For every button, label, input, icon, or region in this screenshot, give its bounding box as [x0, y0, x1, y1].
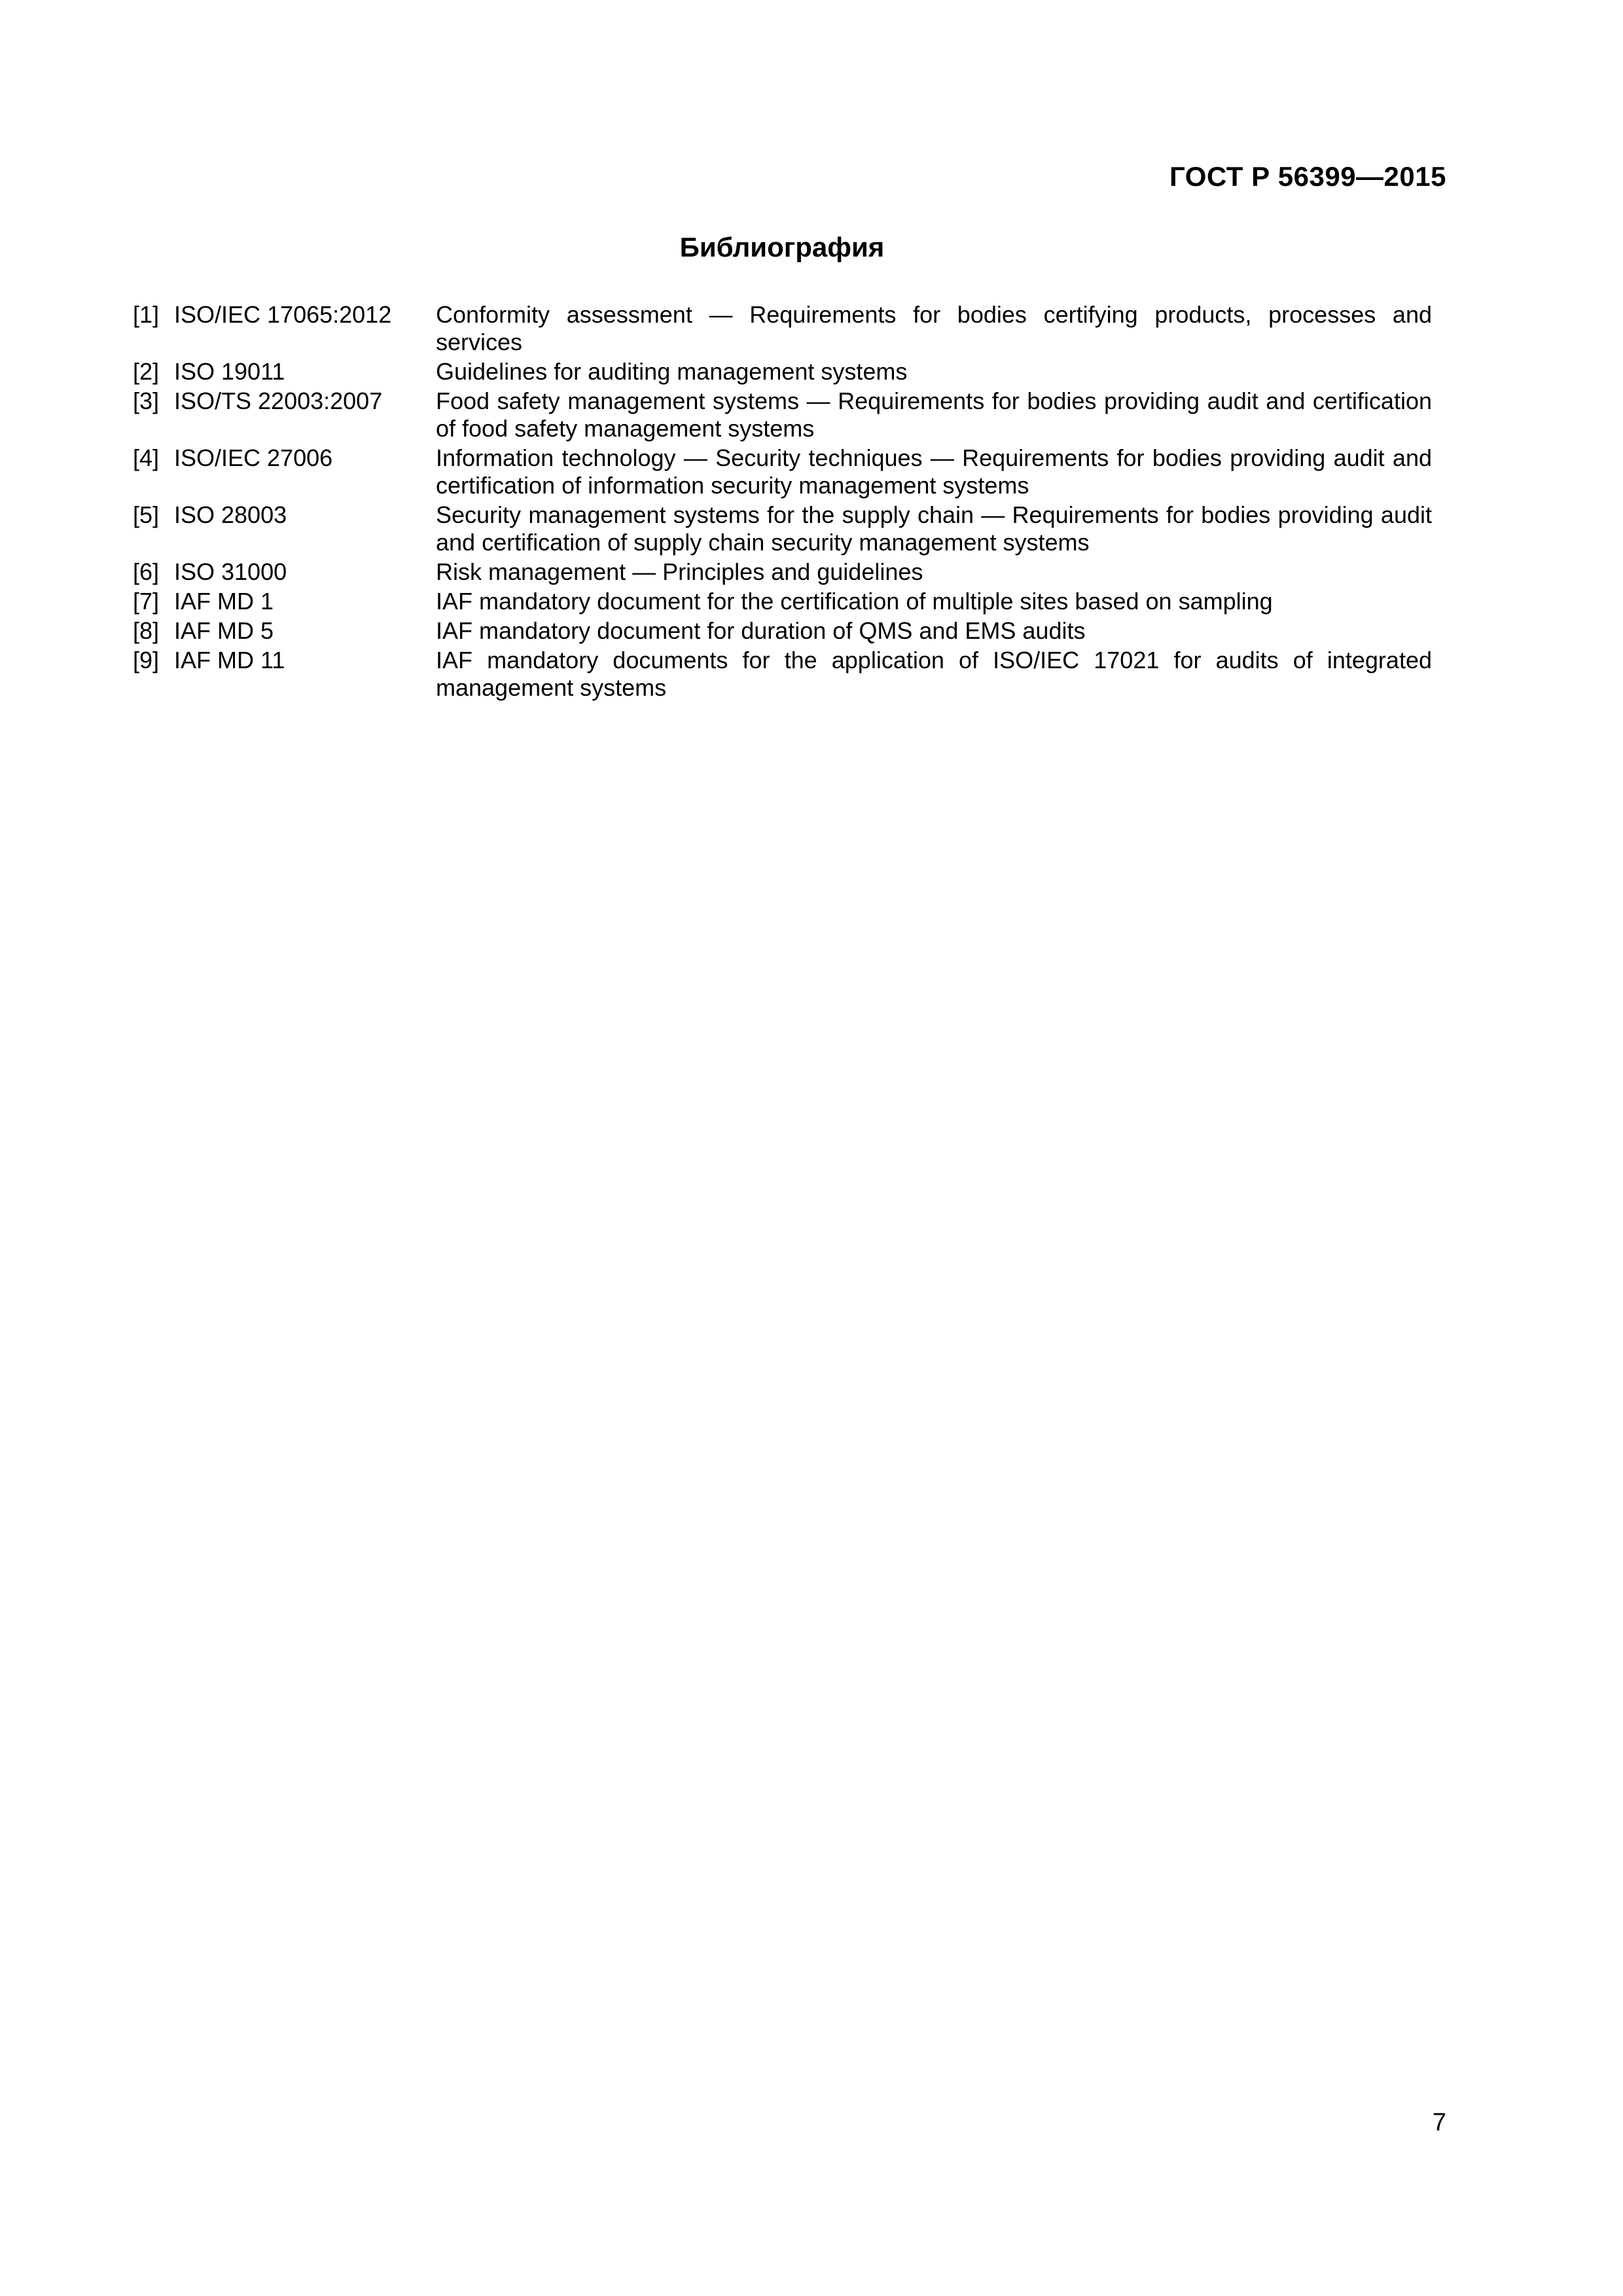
bibliography-entry	[133, 588, 1432, 615]
entry-number: [1]	[133, 301, 160, 328]
standard-code: ISO/IEC 17065:2012	[174, 301, 392, 328]
bibliography-entry	[133, 387, 1432, 442]
entry-number: [7]	[133, 588, 160, 615]
standard-title: Food safety management systems — Requirements for bodies providing audit and certification of food safety management systems	[436, 387, 1432, 442]
bibliography-entry	[133, 501, 1432, 556]
standard-code: IAF MD 1	[174, 588, 274, 615]
entry-number: [8]	[133, 617, 160, 644]
bibliography-list	[133, 301, 1432, 704]
standard-title: Information technology — Security techniques — Requirements for bodies providing audit and certification of information security management systems	[436, 444, 1432, 499]
standard-title: Security management systems for the supply chain — Requirements for bodies providing audit and certification of supply chain security management systems	[436, 501, 1432, 556]
standard-code: ISO 28003	[174, 501, 287, 528]
page-number: 7	[1432, 2109, 1446, 2136]
standard-code: ISO/IEC 27006	[174, 444, 333, 471]
standard-code: ISO 19011	[174, 358, 285, 385]
standard-title: IAF mandatory document for the certification of multiple sites based on sampling	[436, 588, 1273, 615]
standard-code: ISO 31000	[174, 558, 287, 585]
entry-number: [9]	[133, 647, 160, 673]
standard-title: Conformity assessment — Requirements for bodies certifying products, processes and services	[436, 301, 1432, 355]
document-code: ГОСТ Р 56399—2015	[1169, 161, 1446, 192]
standard-title: Risk management — Principles and guidelines	[436, 558, 923, 585]
standard-code: ISO/TS 22003:2007	[174, 387, 383, 414]
bibliography-entry	[133, 558, 1432, 586]
entry-number: [4]	[133, 444, 160, 471]
entry-number: [6]	[133, 558, 160, 585]
standard-title: Guidelines for auditing management systems	[436, 358, 908, 385]
standard-title: IAF mandatory documents for the application of ISO/IEC 17021 for audits of integrated management systems	[436, 647, 1432, 701]
bibliography-entry	[133, 617, 1432, 645]
standard-code: IAF MD 5	[174, 617, 274, 644]
bibliography-entry	[133, 301, 1432, 356]
bibliography-entry	[133, 647, 1432, 702]
entry-number: [5]	[133, 501, 160, 528]
standard-code: IAF MD 11	[174, 647, 285, 673]
standard-title: IAF mandatory document for duration of QMS and EMS audits	[436, 617, 1086, 644]
entry-number: [2]	[133, 358, 160, 385]
entry-number: [3]	[133, 387, 160, 414]
bibliography-entry	[133, 358, 1432, 386]
section-title: Библиография	[679, 232, 885, 262]
bibliography-entry	[133, 444, 1432, 499]
